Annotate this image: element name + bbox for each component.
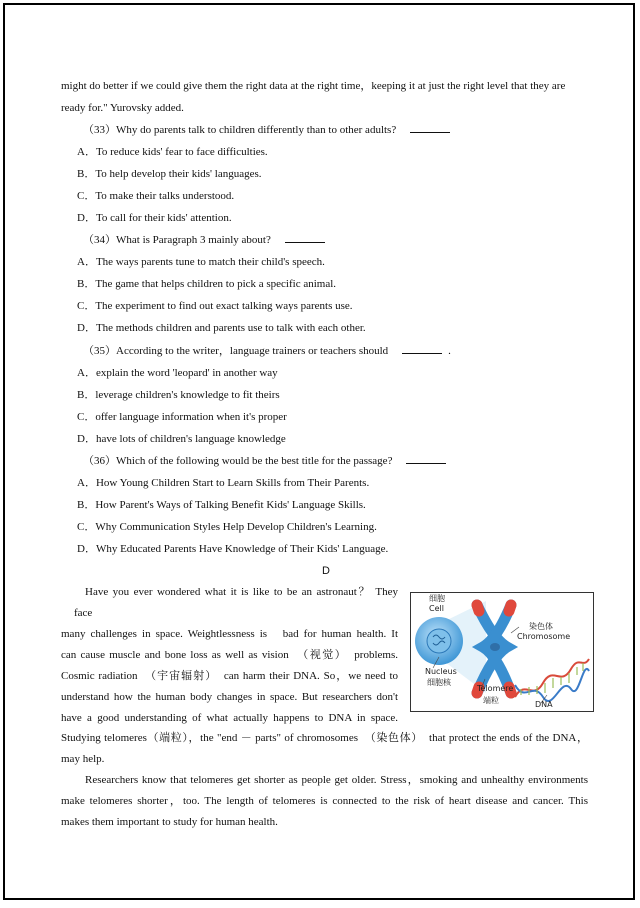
label-chromosome-en: Chromosome <box>517 632 571 641</box>
answer-blank[interactable] <box>402 344 442 354</box>
label-cell-en: Cell <box>429 604 444 613</box>
paragraph-line: Cosmic radiation （宇宙辐射） can harm their DNA. So，we need to <box>61 670 398 682</box>
question-33-stem <box>83 123 450 137</box>
answer-blank[interactable] <box>285 233 325 243</box>
dna-helix <box>515 659 589 701</box>
option-33-c: C．To make their talks understood. <box>77 190 235 202</box>
option-33-d: D．To call for their kids' attention. <box>77 212 232 224</box>
paragraph-line: understand how the human body changes in space. But researchers don't <box>61 691 398 703</box>
option-34-c: C．The experiment to find out exact talking ways parents use. <box>77 300 353 312</box>
question-34-stem <box>83 233 325 247</box>
option-35-b: B．leverage children's knowledge to fit theirs <box>77 389 280 401</box>
question-35-stem <box>83 344 451 358</box>
option-34-d: D．The methods children and parents use to talk with each other. <box>77 322 366 334</box>
section-heading: D <box>322 565 330 577</box>
option-36-a: A．How Young Children Start to Learn Skills from Their Parents. <box>77 477 370 489</box>
option-33-a: A．To reduce kids' fear to face difficulties. <box>77 146 268 158</box>
paragraph-line: face <box>74 607 93 619</box>
paragraph-line: Studying telomeres（端粒），the "end － parts" of chromosomes （染色体） that protect the ends of the DNA， <box>61 732 588 744</box>
intro-line: might do better if we could give them the right data at the right time，keeping it at just the right level that they are <box>61 80 566 92</box>
label-telomere-zh: 端粒 <box>483 696 499 705</box>
intro-line: ready for." Yurovsky added. <box>61 102 184 114</box>
paragraph-line: Have you ever wondered what it is like to be an astronaut？ They <box>85 586 398 598</box>
label-nucleus-en: Nucleus <box>425 667 457 676</box>
label-dna: DNA <box>535 700 553 709</box>
chromosome-shape <box>477 605 514 693</box>
option-34-a: A．The ways parents tune to match their child's speech. <box>77 256 325 268</box>
option-35-c: C．offer language information when it's proper <box>77 411 287 423</box>
paragraph-line: make telomeres shorter，too. The length of telomeres is connected to the risk of heart disease and cancer. This <box>61 795 588 807</box>
paragraph-line: many challenges in space. Weightlessness is bad for human health. It <box>61 628 398 640</box>
option-34-b: B．The game that helps children to pick a specific animal. <box>77 278 337 290</box>
question-36-stem <box>83 454 446 468</box>
option-36-d: D．Why Educated Parents Have Knowledge of Their Kids' Language. <box>77 543 389 555</box>
option-36-b: B．How Parent's Ways of Talking Benefit Kids' Language Skills. <box>77 499 366 511</box>
chromosome-figure <box>410 592 594 712</box>
label-chromosome-zh: 染色体 <box>529 622 553 631</box>
nucleus-shape <box>427 629 451 653</box>
label-cell-zh: 细胞 <box>429 594 445 603</box>
paragraph-line: Researchers know that telomeres get shorter as people get older. Stress，smoking and unhealthy environments <box>85 774 588 786</box>
question-suffix: . <box>448 345 451 357</box>
question-text: （35）According to the writer，language trainers or teachers should <box>83 345 389 357</box>
question-text: （36）Which of the following would be the best title for the passage? <box>83 455 393 467</box>
question-text: （33）Why do parents talk to children differently than to other adults? <box>83 124 397 136</box>
option-33-b: B．To help develop their kids' languages. <box>77 168 262 180</box>
answer-blank[interactable] <box>406 454 446 464</box>
option-35-a: A．explain the word 'leopard' in another way <box>77 367 278 379</box>
paragraph-line: may help. <box>61 753 105 765</box>
paragraph-line: makes them important to study for human health. <box>61 816 278 828</box>
option-35-d: D．have lots of children's language knowledge <box>77 433 286 445</box>
question-text: （34）What is Paragraph 3 mainly about? <box>83 234 271 246</box>
page-frame <box>3 3 635 900</box>
option-36-c: C．Why Communication Styles Help Develop Children's Learning. <box>77 521 377 533</box>
label-nucleus-zh: 细胞核 <box>427 678 451 687</box>
answer-blank[interactable] <box>410 123 450 133</box>
label-telomere-en: Telomere <box>477 684 514 693</box>
paragraph-line: have a good understanding of what actually happens to DNA in space. <box>61 712 398 724</box>
paragraph-line: can cause muscle and bone loss as well as vision （视觉） problems. <box>61 649 398 661</box>
